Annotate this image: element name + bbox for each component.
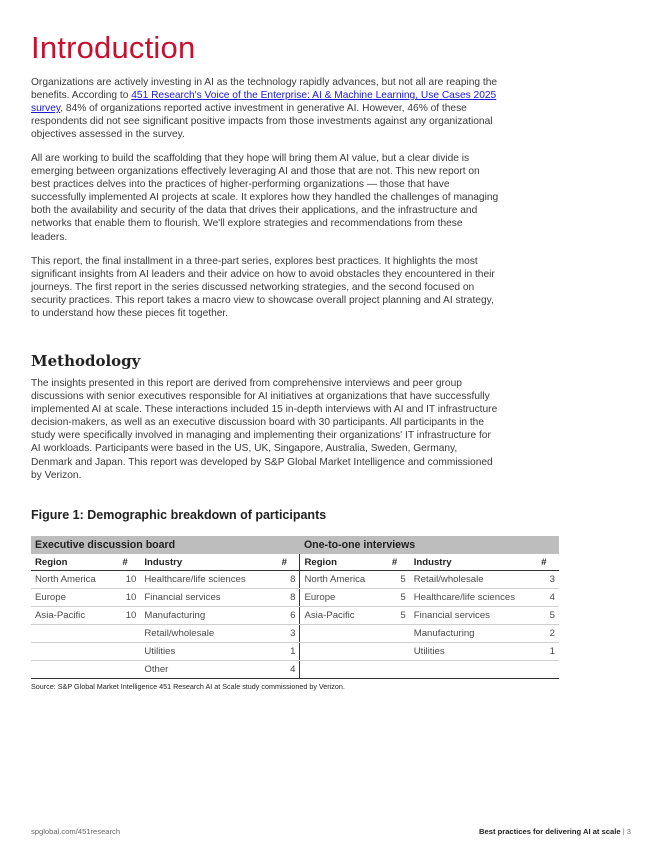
count-cell: 6 — [278, 607, 300, 625]
count-cell: 5 — [388, 607, 410, 625]
region-cell — [31, 661, 118, 679]
region-cell — [300, 643, 388, 661]
figure-title: Figure 1: Demographic breakdown of participants — [31, 508, 327, 522]
count-cell: 5 — [537, 607, 559, 625]
count-cell: 1 — [278, 643, 300, 661]
industry-cell: Financial services — [410, 607, 537, 625]
page-title: Introduction — [31, 30, 196, 65]
table-row — [31, 571, 559, 589]
count-cell: 1 — [537, 643, 559, 661]
industry-cell: Utilities — [140, 643, 277, 661]
industry-cell: Retail/wholesale — [410, 571, 537, 589]
industry-cell: Financial services — [140, 589, 277, 607]
industry-cell: Manufacturing — [410, 625, 537, 643]
industry-cell — [410, 661, 537, 679]
col-industry-right: Industry — [410, 554, 537, 571]
region-cell: Asia-Pacific — [300, 607, 388, 625]
industry-cell: Other — [140, 661, 277, 679]
industry-cell: Healthcare/life sciences — [410, 589, 537, 607]
intro-paragraph-1 — [31, 76, 501, 141]
count-cell: 2 — [537, 625, 559, 643]
demographics-table — [31, 536, 559, 679]
col-count-left-industry: # — [278, 554, 300, 571]
table-row — [31, 661, 559, 679]
table-row — [31, 607, 559, 625]
count-cell: 3 — [278, 625, 300, 643]
count-cell: 10 — [118, 607, 140, 625]
col-count-left-region: # — [118, 554, 140, 571]
footer-report-title: Best practices for delivering AI at scale — [479, 827, 621, 836]
region-cell — [31, 625, 118, 643]
count-cell — [537, 661, 559, 679]
methodology-paragraph: The insights presented in this report are derived from comprehensive interviews and peer group discussions with senior executives responsible for AI initiatives at organizations that have successfully implemented AI at scale. These interactions included 15 in-depth interviews with AI and IT infrastructure decision-makers, as well as an executive discussion board with 30 participants. All participants in the study were specifically involved in managing and implementing their organizations' IT infrastructure for AI workloads. Participants were based in the US, UK, Singapore, Australia, Sweden, Germany, Denmark and Japan. This report was developed by S&P Global Market Intelligence and commissioned by Verizon. — [31, 378, 498, 481]
count-cell: 8 — [278, 571, 300, 589]
table-row — [31, 589, 559, 607]
count-cell — [388, 661, 410, 679]
footer-report-info — [479, 827, 631, 836]
count-cell — [388, 625, 410, 643]
count-cell: 5 — [388, 589, 410, 607]
methodology-heading: Methodology — [31, 352, 141, 370]
count-cell: 3 — [537, 571, 559, 589]
intro-paragraph-3: This report, the final installment in a three-part series, explores best practices. It highlights the most significant insights from AI leaders and their advice on how to avoid obstacles they encountered in their journeys. The first report in the series discussed networking strategies, and the second focused on security practices. This report takes a macro view to showcase overall project planning and AI strategy, to understand how these pieces fit together. — [31, 256, 495, 320]
region-cell: North America — [31, 571, 118, 589]
region-cell: Asia-Pacific — [31, 607, 118, 625]
survey-link[interactable]: 451 Research's Voice of the Enterprise: AI & Machine Learning, Use Cases 2025 survey — [31, 90, 497, 115]
footer-url: spglobal.com/451research — [31, 827, 121, 836]
region-cell — [300, 625, 388, 643]
count-cell: 4 — [278, 661, 300, 679]
region-cell: North America — [300, 571, 388, 589]
industry-cell: Utilities — [410, 643, 537, 661]
figure-source: Source: S&P Global Market Intelligence 451 Research AI at Scale study commissioned by Verizon. — [31, 682, 345, 691]
region-cell — [31, 643, 118, 661]
industry-cell: Retail/wholesale — [140, 625, 277, 643]
region-cell: Europe — [300, 589, 388, 607]
count-cell — [388, 643, 410, 661]
intro-paragraph-2: All are working to build the scaffolding that they hope will bring them AI value, but a clear divide is emerging between organizations effectively leveraging AI and those that are not. This new report on best practices delves into the practices of higher-performing organizations — those that have successfully implemented AI projects at scale. It explores how they handled the challenges of managing both the availability and security of the data that drives their applications, and the infrastructure and networks that enable them to flourish. We'll explore strategies and recommendations from these leaders. — [31, 153, 499, 243]
count-cell — [118, 625, 140, 643]
count-cell — [118, 643, 140, 661]
table-row — [31, 625, 559, 643]
industry-cell: Manufacturing — [140, 607, 277, 625]
intro-p1-lead: Organizations are actively investing in AI as the technology rapidly advances, but not all are reaping the benefits. According to — [31, 77, 498, 102]
industry-cell: Healthcare/life sciences — [140, 571, 277, 589]
group-header-interviews: One-to-one interviews — [300, 536, 559, 554]
count-cell: 10 — [118, 571, 140, 589]
region-cell: Europe — [31, 589, 118, 607]
group-header-executive-board: Executive discussion board — [31, 536, 300, 554]
page-number: | 3 — [622, 827, 631, 836]
count-cell — [118, 661, 140, 679]
col-count-right-industry: # — [537, 554, 559, 571]
intro-p1-rest: , 84% of organizations reported active investment in generative AI. However, 46% of these respondents did not see significant positive impacts from those investments against any organizational objectives assessed in the survey. — [31, 103, 493, 141]
col-region-right: Region — [300, 554, 388, 571]
col-region-left: Region — [31, 554, 118, 571]
count-cell: 4 — [537, 589, 559, 607]
count-cell: 8 — [278, 589, 300, 607]
col-count-right-region: # — [388, 554, 410, 571]
count-cell: 10 — [118, 589, 140, 607]
col-industry-left: Industry — [140, 554, 277, 571]
count-cell: 5 — [388, 571, 410, 589]
table-row — [31, 643, 559, 661]
region-cell — [300, 661, 388, 679]
